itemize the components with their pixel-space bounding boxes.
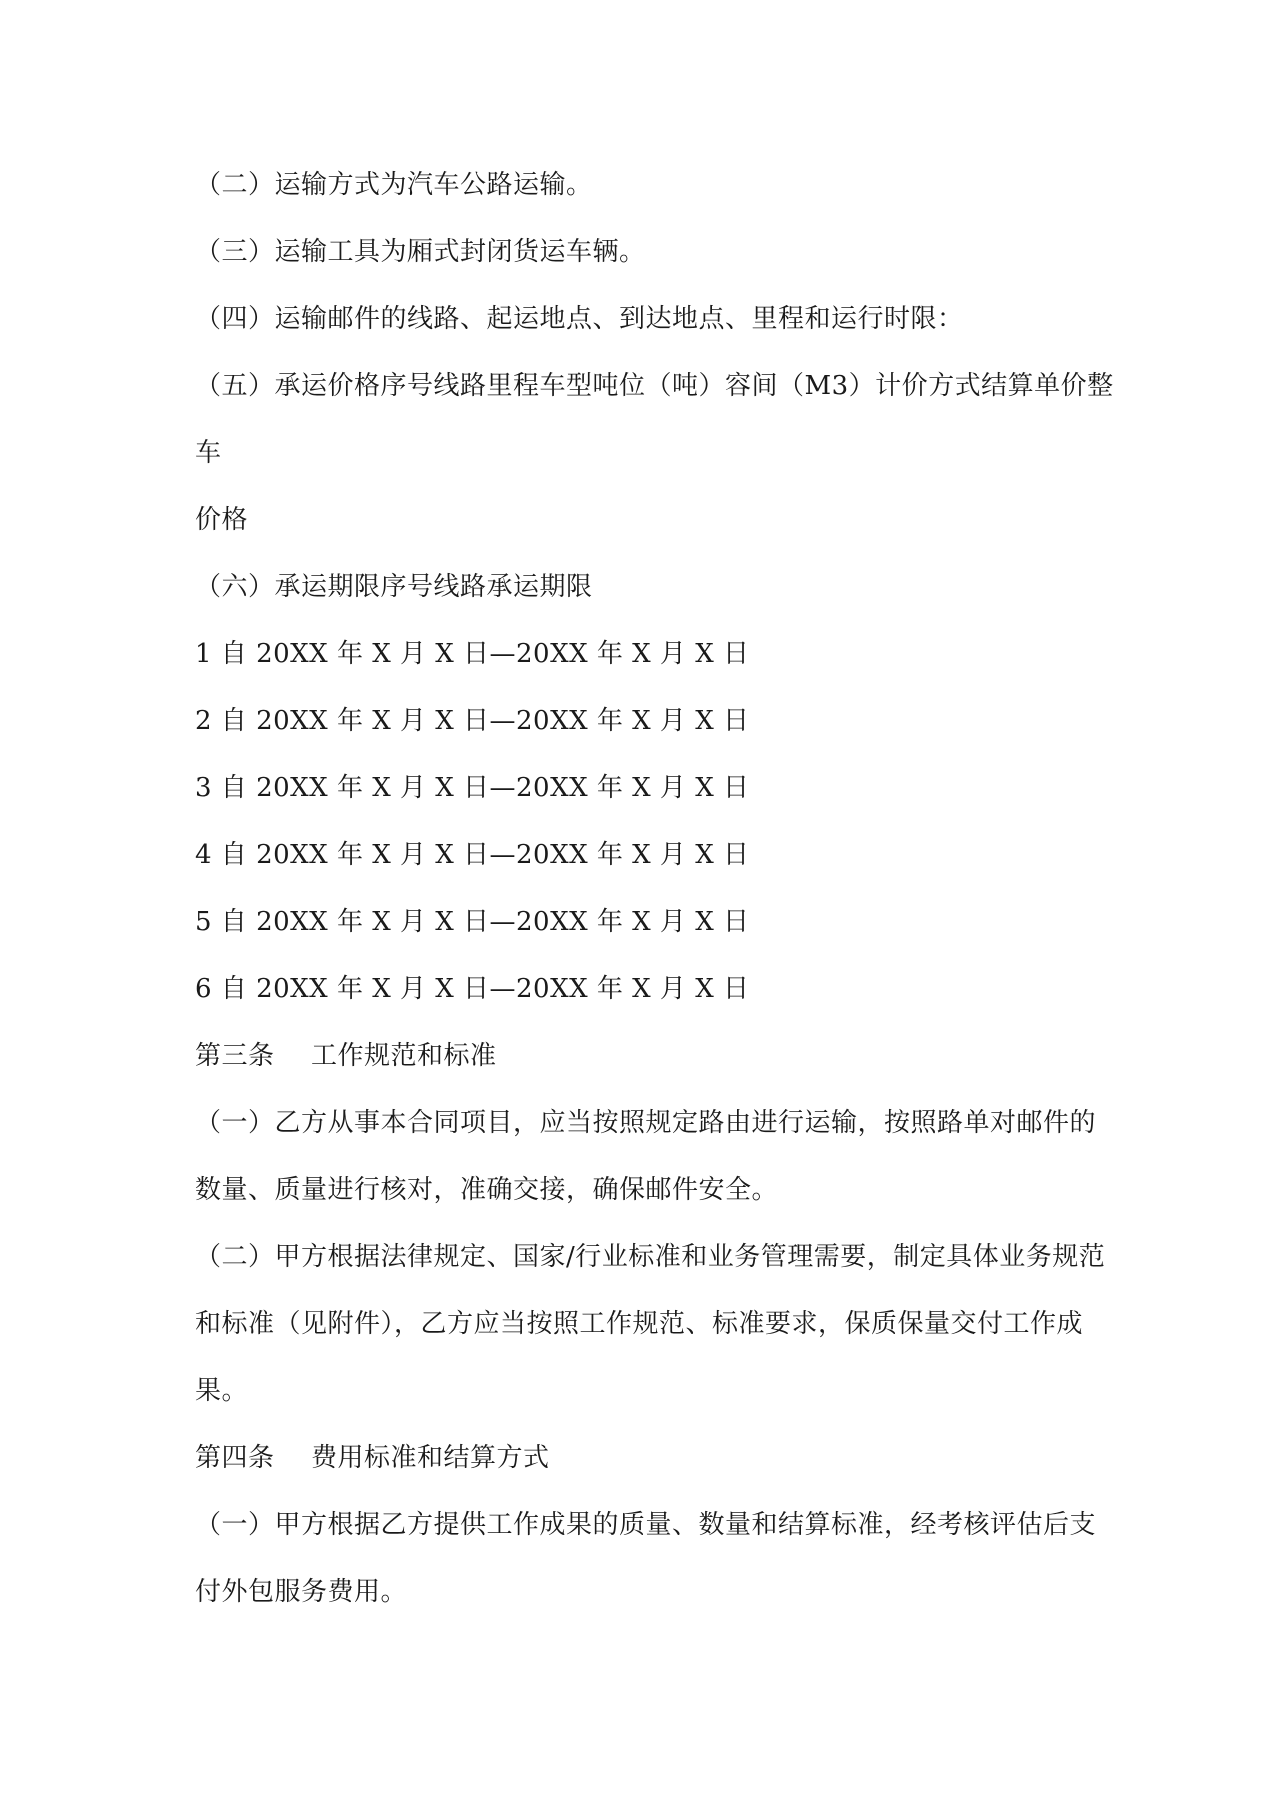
period-row-2: 2 自 20XX 年 X 月 X 日—20XX 年 X 月 X 日 xyxy=(195,706,750,736)
article-3-paragraph-1-line-1: （一）乙方从事本合同项目，应当按照规定路由进行运输，按照路单对邮件的 xyxy=(195,1108,1097,1138)
article-3-paragraph-2-line-2: 和标准（见附件），乙方应当按照工作规范、标准要求，保质保量交付工作成 xyxy=(195,1309,1084,1339)
article-3-paragraph-2-line-3: 果。 xyxy=(195,1376,249,1406)
article-4-heading xyxy=(195,1443,1095,1510)
paragraph-period-header: （六）承运期限序号线路承运期限 xyxy=(195,572,593,602)
paragraph-transport-vehicle: （三）运输工具为厢式封闭货运车辆。 xyxy=(195,237,646,267)
paragraph-price-header-cont: 车 xyxy=(195,438,222,468)
period-row-1: 1 自 20XX 年 X 月 X 日—20XX 年 X 月 X 日 xyxy=(195,639,750,669)
period-row-6: 6 自 20XX 年 X 月 X 日—20XX 年 X 月 X 日 xyxy=(195,974,750,1004)
paragraph-transport-mode: （二）运输方式为汽车公路运输。 xyxy=(195,170,593,200)
period-row-3: 3 自 20XX 年 X 月 X 日—20XX 年 X 月 X 日 xyxy=(195,773,750,803)
period-row-4: 4 自 20XX 年 X 月 X 日—20XX 年 X 月 X 日 xyxy=(195,840,750,870)
article-3-paragraph-1-line-2: 数量、质量进行核对，准确交接，确保邮件安全。 xyxy=(195,1175,779,1205)
paragraph-price-header: （五）承运价格序号线路里程车型吨位（吨）容间（M3）计价方式结算单价整 xyxy=(195,371,1114,401)
article-3-number: 第三条 xyxy=(195,1041,275,1071)
document-body xyxy=(195,170,1114,1644)
article-3-paragraph-2-line-1: （二）甲方根据法律规定、国家/行业标准和业务管理需要，制定具体业务规范 xyxy=(195,1242,1106,1272)
period-row-5: 5 自 20XX 年 X 月 X 日—20XX 年 X 月 X 日 xyxy=(195,907,750,937)
paragraph-price-label: 价格 xyxy=(195,505,249,535)
article-3-heading xyxy=(195,1041,1095,1108)
article-4-number: 第四条 xyxy=(195,1443,275,1473)
article-4-paragraph-1-line-1: （一）甲方根据乙方提供工作成果的质量、数量和结算标准，经考核评估后支 xyxy=(195,1510,1097,1540)
article-4-title: 费用标准和结算方式 xyxy=(311,1443,550,1473)
article-3-title: 工作规范和标准 xyxy=(311,1041,497,1071)
article-4-paragraph-1-line-2: 付外包服务费用。 xyxy=(195,1577,408,1607)
paragraph-route-info: （四）运输邮件的线路、起运地点、到达地点、里程和运行时限： xyxy=(195,304,964,334)
